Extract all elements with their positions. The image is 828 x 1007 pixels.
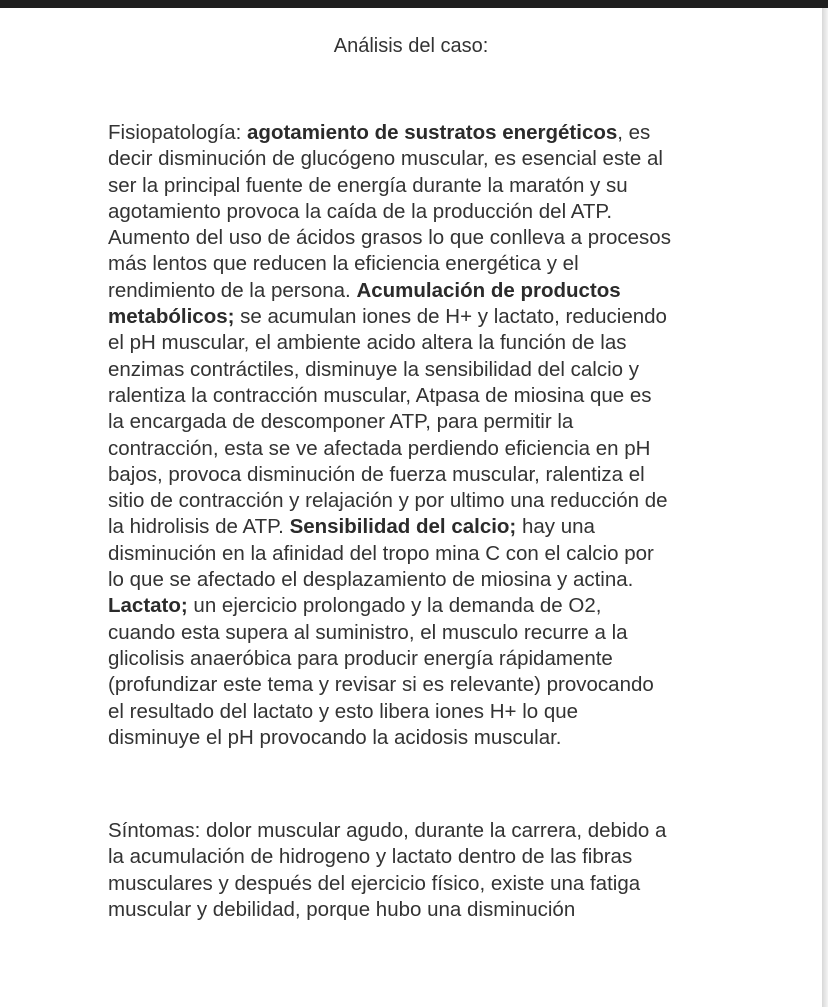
text-run: decir disminución de glucógeno muscular, es esencial este al [108, 147, 663, 171]
text-line [108, 330, 718, 356]
text-line [108, 199, 718, 225]
bold-text-run: Lactato; [108, 594, 188, 618]
bold-text-run: Sensibilidad del calcio; [289, 515, 517, 539]
text-run: el pH muscular, el ambiente acido altera la función de las [108, 331, 627, 355]
text-line [108, 383, 718, 409]
text-run: más lentos que reducen la eficiencia energética y el [108, 252, 579, 276]
text-line [108, 225, 718, 251]
text-line [108, 699, 718, 725]
text-run: agotamiento provoca la caída de la producción del ATP. [108, 199, 613, 223]
text-run: muscular y debilidad, porque hubo una disminución [108, 897, 576, 921]
text-line [108, 620, 718, 646]
text-run: un ejercicio prolongado y la demanda de O2, [187, 594, 602, 618]
bold-text-run: Acumulación de productos [356, 278, 621, 302]
text-run: bajos, provoca disminución de fuerza muscular, ralentiza el [108, 462, 645, 486]
document-page [0, 8, 822, 1007]
text-run: la acumulación de hidrogeno y lactato dentro de las fibras [108, 845, 633, 869]
text-run: la hidrolisis de ATP. [108, 515, 290, 539]
bold-text-run: agotamiento de sustratos energéticos [247, 121, 618, 144]
text-run: cuando esta supera al suministro, el musculo recurre a la [108, 620, 628, 644]
text-run: sitio de contracción y relajación y por ultimo una reducción de [108, 489, 668, 513]
text-run: ser la principal fuente de energía durante la maratón y su [108, 173, 628, 197]
text-run: (profundizar este tema y revisar si es relevante) provocando [108, 673, 654, 697]
text-run: musculares y después del ejercicio físico, existe una fatiga [108, 871, 641, 895]
text-line [108, 304, 718, 330]
page-edge-shadow [822, 8, 828, 1007]
text-line [108, 725, 718, 751]
text-line [108, 818, 718, 844]
text-run: rendimiento de la persona. [108, 278, 357, 302]
text-run: , es [617, 121, 651, 144]
text-line [108, 593, 718, 619]
text-run: contracción, esta se ve afectada perdiendo eficiencia en pH [108, 436, 651, 460]
text-run: disminución en la afinidad del tropo mina C con el calcio por [108, 541, 654, 565]
text-run: lo que se afectado el desplazamiento de miosina y actina. [108, 568, 634, 592]
sintomas-paragraph [108, 818, 718, 923]
text-run: disminuye el pH provocando la acidosis muscular. [108, 725, 562, 749]
text-line [108, 567, 718, 593]
text-run: la encargada de descomponer ATP, para permitir la [108, 410, 574, 434]
text-line [108, 173, 718, 199]
text-run: Síntomas: dolor muscular agudo, durante la carrera, debido a [108, 819, 667, 842]
text-run: glicolisis anaeróbica para producir energía rápidamente [108, 646, 613, 670]
text-line [108, 251, 718, 277]
text-line [108, 646, 718, 672]
text-run: hay una [516, 515, 595, 539]
text-line [108, 897, 718, 923]
text-line [108, 278, 718, 304]
text-line [108, 541, 718, 567]
text-line [108, 488, 718, 514]
text-line [108, 436, 718, 462]
text-run: Aumento del uso de ácidos grasos lo que conlleva a procesos [108, 226, 671, 250]
text-run: el resultado del lactato y esto libera iones H+ lo que [108, 699, 579, 723]
text-line [108, 120, 718, 146]
text-line [108, 844, 718, 870]
text-run: se acumulan iones de H+ y lactato, reduciendo [234, 305, 667, 329]
document-title: Análisis del caso: [333, 35, 489, 57]
text-line [108, 462, 718, 488]
text-line [108, 357, 718, 383]
text-run: ralentiza la contracción muscular, Atpasa de miosina que es [108, 383, 652, 407]
bold-text-run: metabólicos; [108, 305, 235, 329]
text-line [108, 146, 718, 172]
text-line [108, 672, 718, 698]
text-line [108, 409, 718, 435]
text-line [108, 514, 718, 540]
fisiopatologia-paragraph [108, 120, 718, 751]
text-run: Fisiopatología: [108, 121, 248, 144]
text-line [108, 871, 718, 897]
text-run: enzimas contráctiles, disminuye la sensibilidad del calcio y [108, 357, 639, 381]
